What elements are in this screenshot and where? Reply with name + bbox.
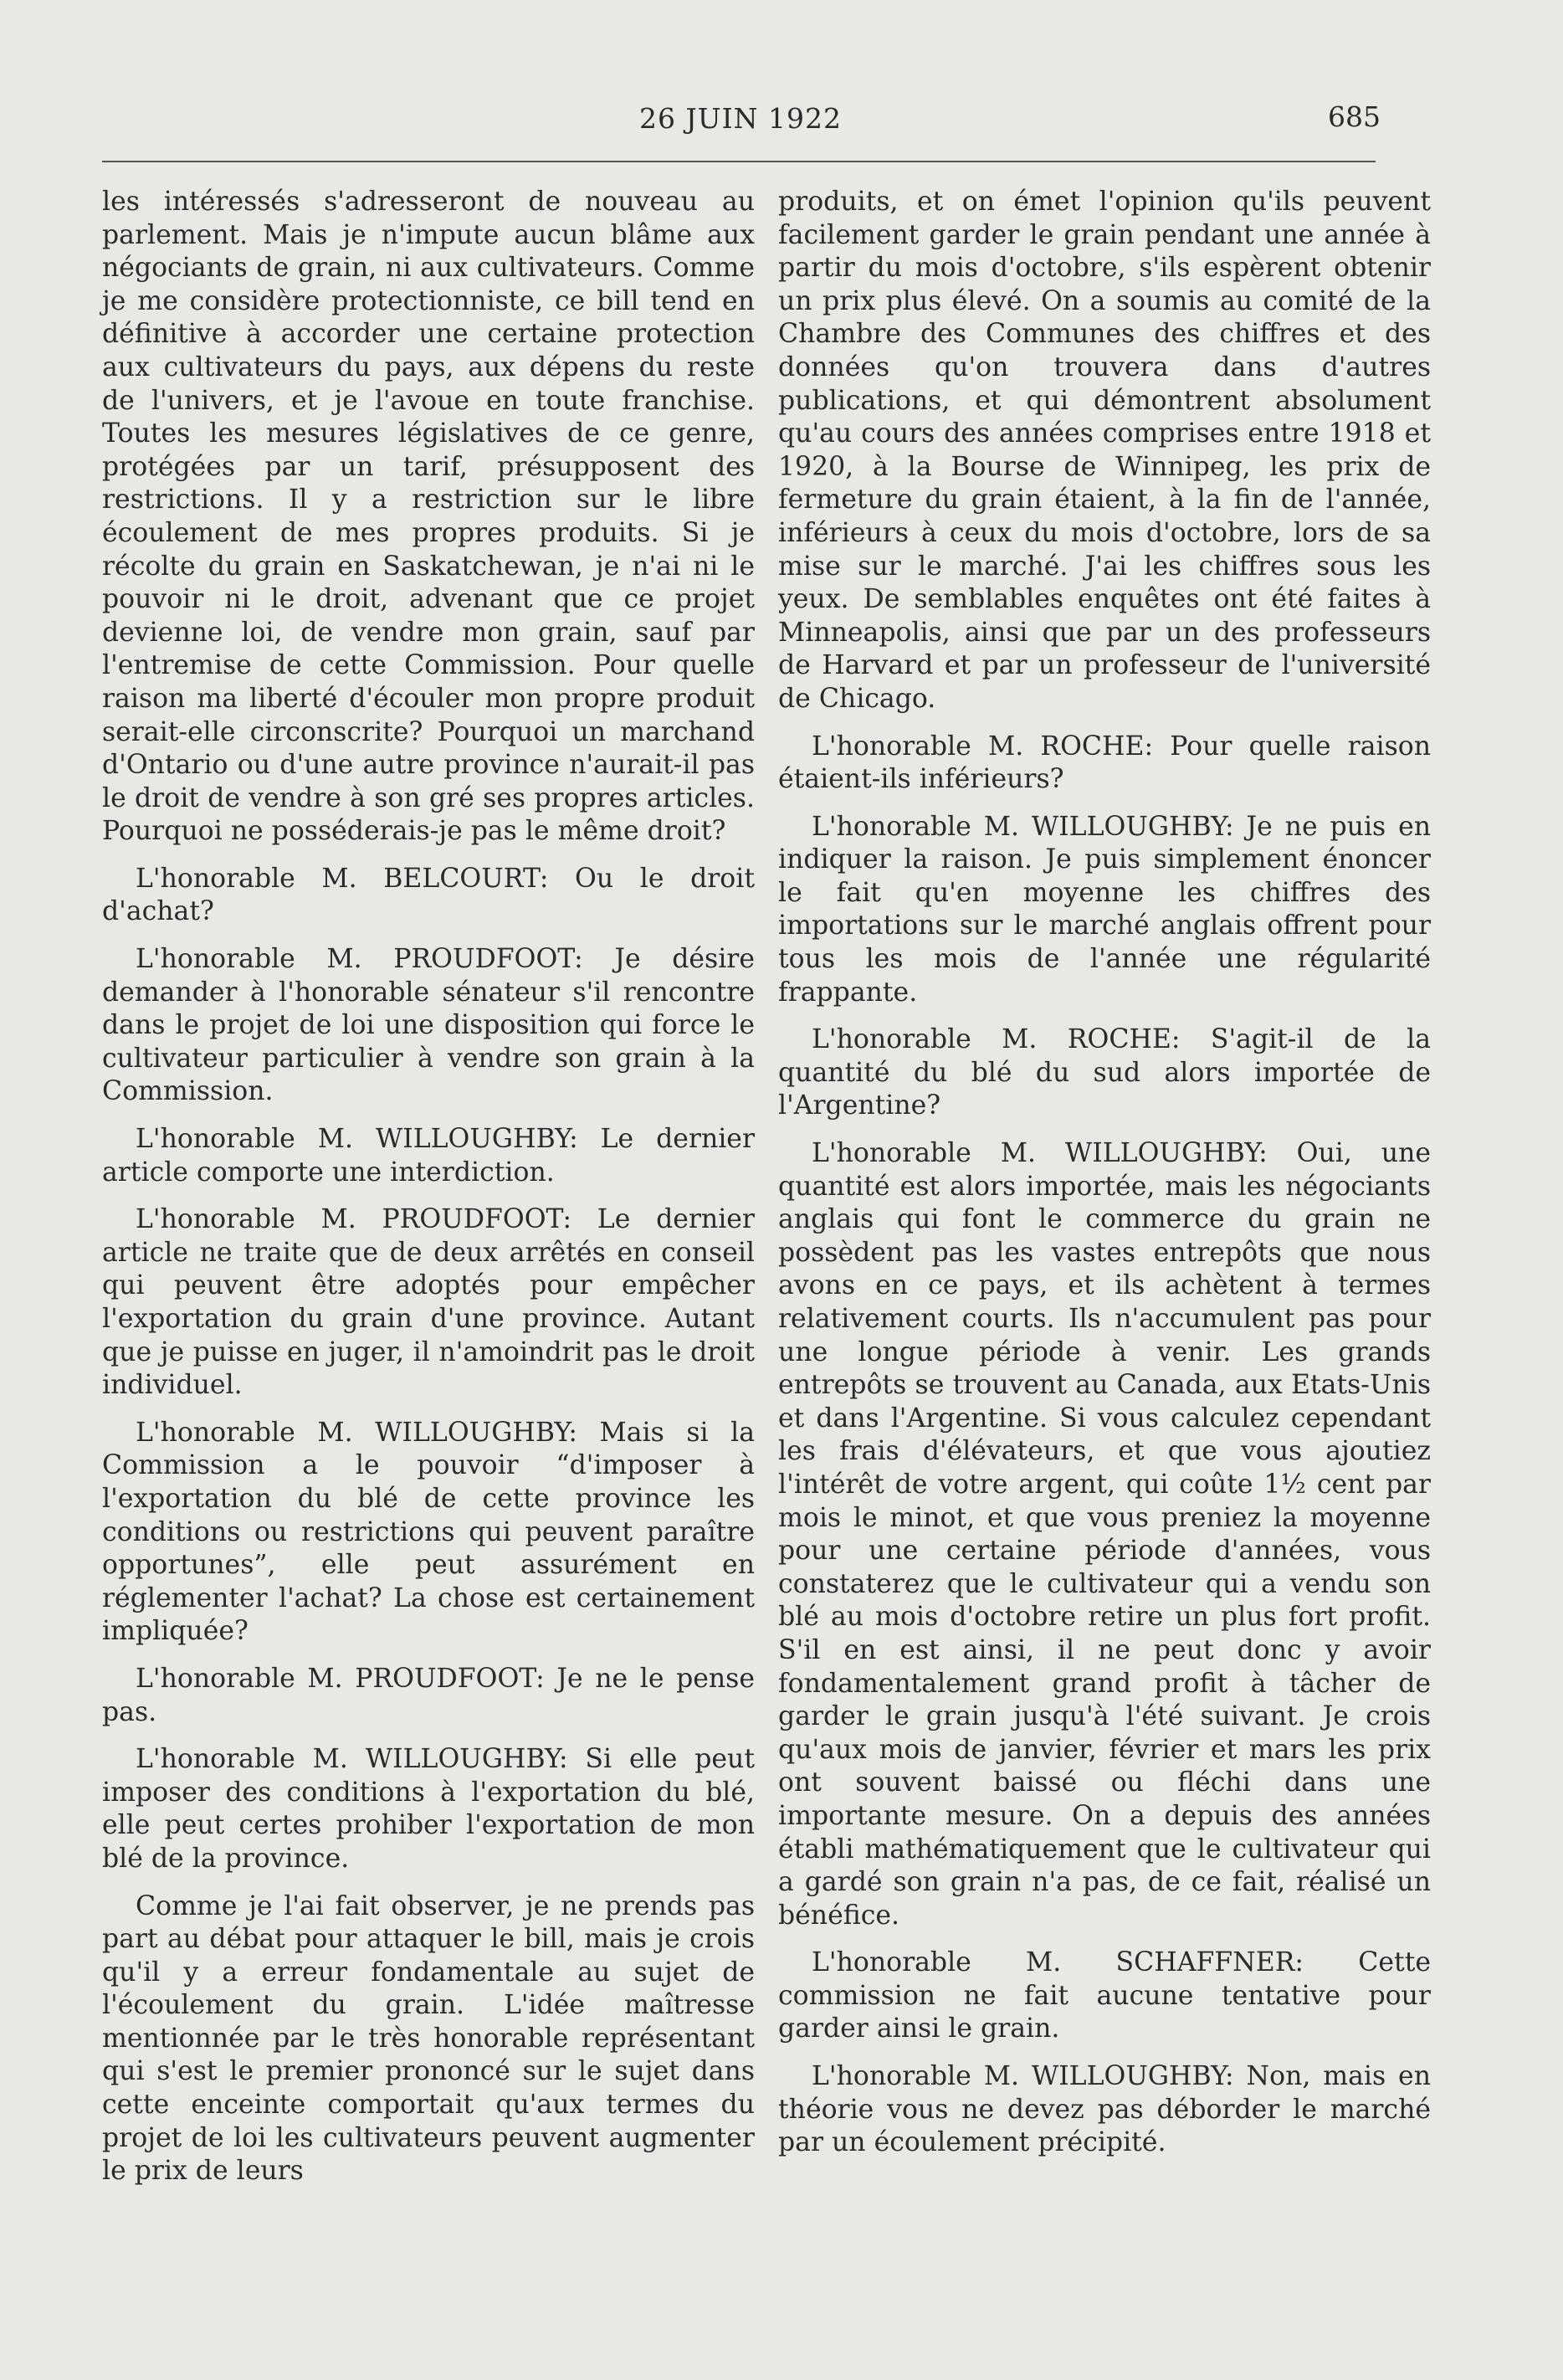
- paragraph: L'honorable M. ROCHE: S'agit-il de la quantité du blé du sud alors importée de l'Argentine?: [778, 1024, 1431, 1121]
- right-column: [778, 186, 1431, 2160]
- paragraph: L'honorable M. PROUDFOOT: Je ne le pense pas.: [102, 1663, 755, 1727]
- header-rule: [102, 161, 1376, 162]
- page-number: 685: [1328, 100, 1381, 133]
- page-header: [100, 94, 1381, 144]
- paragraph: L'honorable M. WILLOUGHBY: Le dernier article comporte une interdiction.: [102, 1124, 755, 1187]
- paragraph: L'honorable M. WILLOUGHBY: Non, mais en théorie vous ne devez pas déborder le marché par un écoulement précipité.: [778, 2061, 1431, 2158]
- paragraph: L'honorable M. PROUDFOOT: Je désire demander à l'honorable sénateur s'il rencontre dans le projet de loi une disposition qui force le cultivateur particulier à vendre son grain à la Commission.: [102, 944, 755, 1107]
- paragraph: L'honorable M. WILLOUGHBY: Oui, une quantité est alors importée, mais les négociants anglais qui font le commerce du grain ne possèdent pas les vastes entrepôts que nous avons en ce pays, et ils achètent à termes relativement courts. Ils n'accumulent pas pour une longue période à venir. Les grands entrepôts se trouvent au Canada, aux Etats-Unis et dans l'Argentine. Si vous calculez cependant les frais d'élévateurs, et que vous ajoutiez l'intérêt de votre argent, qui coûte 1½ cent par mois le minot, et que vous preniez la moyenne pour une certaine période d'années, vous constaterez que le cultivateur qui a vendu son blé au mois d'octobre retire un plus fort profit. S'il en est ainsi, il ne peut donc y avoir fondamentalement grand profit à tâcher de garder le grain jusqu'à l'été suivant. Je crois qu'aux mois de janvier, février et mars les prix ont souvent baissé ou fléchi dans une importante mesure. On a depuis des années établi mathématiquement que le cultivateur qui a gardé son grain n'a pas, de ce fait, réalisé un bénéfice.: [778, 1138, 1431, 1931]
- paragraph: L'honorable M. SCHAFFNER: Cette commission ne fait aucune tentative pour garder ainsi le grain.: [778, 1947, 1431, 2044]
- left-column: [102, 186, 755, 2188]
- paragraph: L'honorable M. BELCOURT: Ou le droit d'achat?: [102, 863, 755, 927]
- paragraph: L'honorable M. PROUDFOOT: Le dernier article ne traite que de deux arrêtés en conseil qui peuvent être adoptés pour empêcher l'exportation du grain d'une province. Autant que je puisse en juger, il n'amoindrit pas le droit individuel.: [102, 1204, 755, 1401]
- paragraph: L'honorable M. WILLOUGHBY: Si elle peut imposer des conditions à l'exportation du blé, elle peut certes prohiber l'exportation de mon blé de la province.: [102, 1744, 755, 1874]
- paragraph: produits, et on émet l'opinion qu'ils peuvent facilement garder le grain pendant une année à partir du mois d'octobre, s'ils espèrent obtenir un prix plus élevé. On a soumis au comité de la Chambre des Communes des chiffres et des données qu'on trouvera dans d'autres publications, et qui démontrent absolument qu'au cours des années comprises entre 1918 et 1920, à la Bourse de Winnipeg, les prix de fermeture du grain étaient, à la fin de l'année, inférieurs à ceux du mois d'octobre, lors de sa mise sur le marché. J'ai les chiffres sous les yeux. De semblables enquêtes ont été faites à Minneapolis, ainsi que par un des professeurs de Harvard et par un professeur de l'université de Chicago.: [778, 187, 1431, 714]
- paragraph: L'honorable M. ROCHE: Pour quelle raison étaient-ils inférieurs?: [778, 731, 1431, 795]
- paragraph: les intéressés s'adresseront de nouveau au parlement. Mais je n'impute aucun blâme aux négociants de grain, ni aux cultivateurs. Comme je me considère protectionniste, ce bill tend en définitive à accorder une certaine protection aux cultivateurs du pays, aux dépens du reste de l'univers, et je l'avoue en toute franchise. Toutes les mesures législatives de ce genre, protégées par un tarif, présupposent des restrictions. Il y a restriction sur le libre écoulement de mes propres produits. Si je récolte du grain en Saskatchewan, je n'ai ni le pouvoir ni le droit, advenant que ce projet devienne loi, de vendre mon grain, sauf par l'entremise de cette Commission. Pour quelle raison ma liberté d'écouler mon propre produit serait-elle circonscrite? Pourquoi un marchand d'Ontario ou d'une autre province n'aurait-il pas le droit de vendre à son gré ses propres articles. Pourquoi ne posséderais-je pas le même droit?: [102, 187, 755, 847]
- paragraph: L'honorable M. WILLOUGHBY: Je ne puis en indiquer la raison. Je puis simplement énoncer le fait qu'en moyenne les chiffres des importations sur le marché anglais offrent pour tous les mois de l'année une régularité frappante.: [778, 811, 1431, 1008]
- paragraph: Comme je l'ai fait observer, je ne prends pas part au débat pour attaquer le bill, mais je crois qu'il y a erreur fondamentale au sujet de l'écoulement du grain. L'idée maîtresse mentionnée par le très honorable représentant qui s'est le premier prononcé sur le sujet dans cette enceinte comportait qu'aux termes du projet de loi les cultivateurs peuvent augmenter le prix de leurs: [102, 1890, 755, 2187]
- header-date: 26 JUIN 1922: [639, 102, 842, 135]
- paragraph: L'honorable M. WILLOUGHBY: Mais si la Commission a le pouvoir “d'imposer à l'exportation du blé de cette province les conditions ou restrictions qui peuvent paraître opportunes”, elle peut assurément en réglementer l'achat? La chose est certainement impliquée?: [102, 1417, 755, 1647]
